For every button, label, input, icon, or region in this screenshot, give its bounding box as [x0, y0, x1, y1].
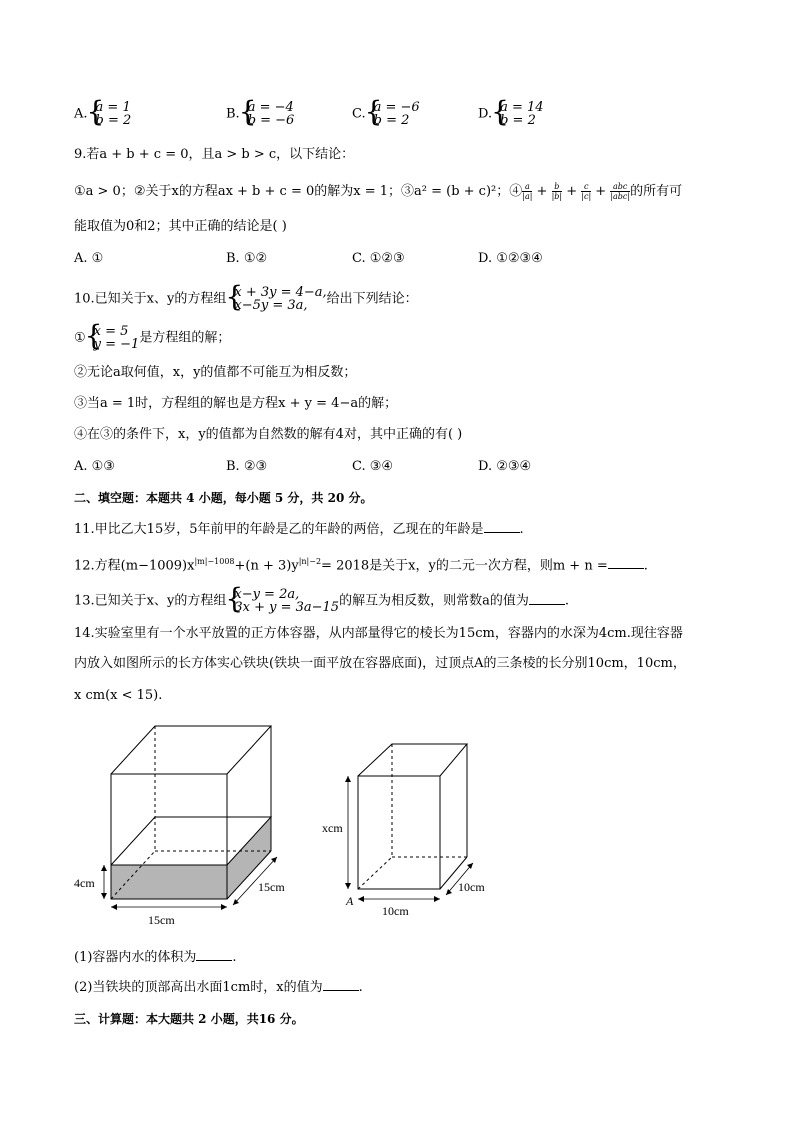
water-front-face	[111, 865, 227, 899]
q9-line2: 能取值为0和2；其中正确的结论是( )	[74, 219, 287, 234]
q10-stem-pre: 10.已知关于x、y的方程组	[74, 291, 227, 307]
q14-sub2-answer-blank[interactable]	[323, 978, 359, 991]
q14-line1: 14.实验室里有一个水平放置的正方体容器，从内部量得它的棱长为15cm，容器内的水深为4cm.现往容器	[74, 626, 683, 641]
q8-option-a: A. { a = 1 b = 2	[74, 101, 131, 127]
q8-option-c-system: { a = −6 b = 2	[366, 101, 420, 127]
q10-conclusion-2: ②无论a取何值，x，y的值都不可能互为相反数；	[74, 365, 357, 380]
fig2-vertex-a: A	[346, 894, 354, 908]
q14-sub2: (2)当铁块的顶部高出水面1cm时，x的值为 .	[74, 980, 363, 995]
q14-line2: 内放入如图所示的长方体实心铁块(铁块一面平放在容器底面)，过顶点A的三条棱的长分别10cm，10cm，	[74, 656, 686, 671]
q11-answer-blank[interactable]	[484, 520, 520, 533]
q8-option-b: B. { a = −4 b = −6	[226, 101, 294, 127]
q10-system: { x + 3y = 4−a, x−5y = 3a,	[226, 286, 326, 312]
q9-option-b: B. ①②	[226, 251, 268, 266]
q14-sub1-answer-blank[interactable]	[196, 948, 232, 961]
q10-option-c: C. ③④	[352, 459, 394, 474]
figure-cube-container	[70, 715, 300, 935]
q13-system: { x−y = 2a, 3x + y = 3a−15	[226, 588, 339, 614]
q9-option-c: C. ①②③	[352, 251, 405, 266]
fig2-bottom-label: 10cm	[382, 904, 409, 918]
q13-answer-blank[interactable]	[529, 592, 565, 605]
q9-conclusions-tail: 的所有可	[630, 184, 683, 199]
q9-stem: 9.若a + b + c = 0，且a > b > c，以下结论：	[74, 147, 355, 162]
q8-option-c: C. { a = −6 b = 2	[352, 101, 420, 127]
q9-frac-a: $\frac{a}{|a|}$	[522, 182, 533, 201]
q9-option-a: A. ①	[74, 251, 104, 266]
fig2-side-label: 10cm	[458, 880, 485, 894]
q11: 11.甲比乙大15岁，5年前甲的年龄是乙的年龄的两倍，乙现在的年龄是 .	[74, 522, 524, 537]
fig2-height-label: xcm	[322, 821, 343, 835]
q8-option-b-system: { a = −4 b = −6	[240, 101, 295, 127]
q8-option-d-system: { a = 14 b = 2	[492, 101, 543, 127]
q10-option-b: B. ②③	[226, 459, 268, 474]
section-3-heading: 三、计算题：本大题共 2 小题，共16 分。	[74, 1012, 304, 1026]
q10-stem-post: 给出下列结论：	[326, 291, 418, 307]
q9-option-d: D. ①②③④	[478, 251, 543, 266]
q9-frac-c: $\frac{c}{|c|}$	[581, 182, 592, 201]
q10-option-a: A. ①③	[74, 459, 115, 474]
q8-option-d: D. { a = 14 b = 2	[478, 101, 544, 127]
fig1-side-label: 15cm	[258, 880, 285, 894]
q10-option-d: D. ②③④	[478, 459, 532, 474]
q10-c1-system: { x = 5 y = −1	[86, 325, 140, 351]
q9-conclusions: ①a > 0；②关于x的方程ax + b + c = 0的解为x = 1；③a² = (b + c)²；④ $\frac{a}{|a|}$ + $\frac{b}{|b|}$ + $\frac{c}{|c|}$ + $\frac{\text{abc}}{\text{|abc|}}$ 的所有可	[74, 182, 683, 201]
section-2-heading: 二、填空题：本题共 4 小题，每小题 5 分，共 20 分。	[74, 491, 373, 505]
q10-conclusion-1: ① { x = 5 y = −1 是方程组的解；	[74, 325, 230, 351]
q9-frac-b: $\frac{b}{|b|}$	[551, 182, 563, 201]
q8-option-a-system: { a = 1 b = 2	[88, 101, 132, 127]
q10-conclusion-4: ④在③的条件下，x，y的值都为自然数的解有4对，其中正确的有( )	[74, 427, 463, 442]
q14-line3: x cm(x < 15).	[74, 688, 163, 703]
fig1-bottom-label: 15cm	[148, 913, 175, 927]
q10-conclusion-3: ③当a = 1时，方程组的解也是方程x + y = 4−a的解；	[74, 396, 398, 411]
q12-answer-blank[interactable]	[608, 556, 644, 569]
figure-iron-block	[318, 735, 508, 925]
q9-frac-abc: $\frac{\text{abc}}{\text{|abc|}}$	[610, 182, 631, 201]
q9-conclusions-text: ①a > 0；②关于x的方程ax + b + c = 0的解为x = 1；③a² = (b + c)²；④	[74, 184, 523, 199]
q13: 13.已知关于x、y的方程组 { x−y = 2a, 3x + y = 3a−15 的解互为相反数，则常数a的值为 .	[74, 588, 569, 614]
q10-stem	[74, 286, 418, 312]
q12: 12.方程$(m-1009)x^{|m|-1008}+(n + 3)y^{|n|-2}= 2018$是关于x，y的二元一次方程，则m + n = .	[74, 557, 648, 574]
q14-sub1: (1)容器内水的体积为 .	[74, 950, 237, 965]
fig1-depth-label: 4cm	[74, 876, 95, 890]
